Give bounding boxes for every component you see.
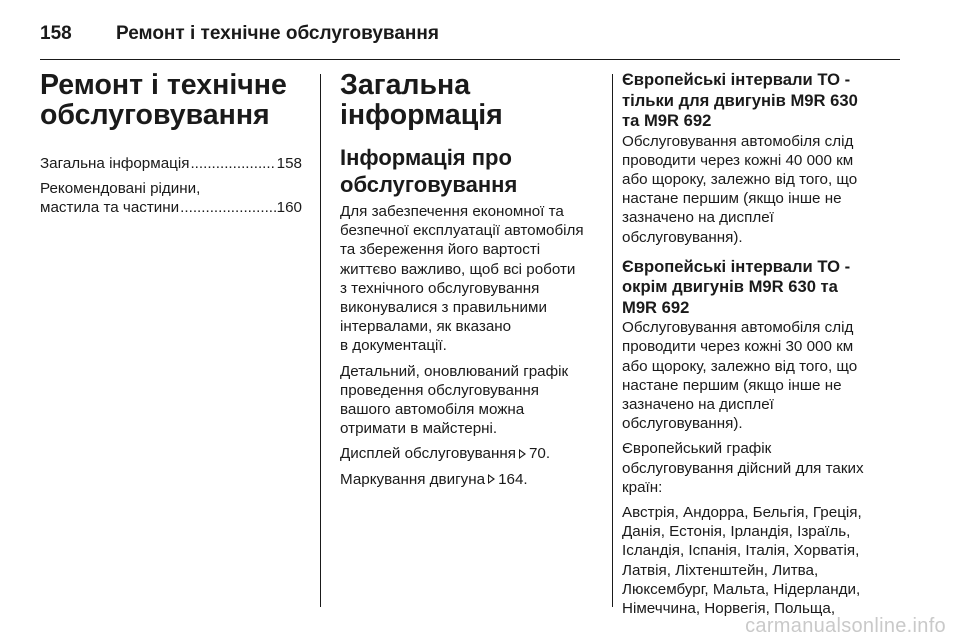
text-line: в документації. — [340, 337, 447, 355]
heading-line: тільки для двигунів M9R 630 — [622, 90, 858, 110]
subsection-title-line: Інформація про — [340, 145, 512, 170]
toc-entry[interactable] — [40, 179, 302, 217]
cross-reference-service-display[interactable] — [340, 444, 602, 463]
toc-entry-page: 160 — [276, 199, 302, 217]
cross-reference-label: Маркування двигуна — [340, 470, 486, 488]
toc-entry[interactable] — [40, 154, 302, 173]
text-line: Люксембург, Мальта, Нідерланди, — [622, 580, 861, 598]
text-line: проводити через кожні 30 000 км — [622, 338, 854, 356]
text-line: або щороку, залежно від того, що — [622, 357, 858, 375]
column-divider-1 — [320, 74, 321, 607]
text-line: вашого автомобіля можна — [340, 401, 525, 419]
paragraph-interval-40000 — [622, 132, 902, 247]
paragraph-country-list — [622, 503, 902, 618]
running-title: Ремонт і технічне обслуговування — [116, 23, 439, 44]
paragraph-schedule — [340, 362, 602, 439]
chapter-title-line: обслуговування — [40, 99, 270, 131]
toc-entry-label: Загальна інформація — [40, 155, 190, 172]
text-line: обслуговування дійсний для таких — [622, 459, 864, 477]
text-line: та збереження його вартості — [340, 241, 541, 259]
heading-line: Європейські інтервали ТО - — [622, 256, 851, 276]
page-number: 158 — [40, 23, 72, 44]
toc-entry-label: мастила та частини — [40, 199, 180, 217]
cross-reference-engine-marking[interactable] — [340, 470, 602, 489]
text-line: країн: — [622, 478, 663, 496]
column-divider-2 — [612, 74, 613, 607]
text-line: отримати в майстерні. — [340, 420, 498, 438]
text-line: Ісландія, Іспанія, Італія, Хорватія, — [622, 542, 860, 560]
text-line: настане першим (якщо інше не — [622, 190, 842, 208]
page-header — [40, 16, 900, 56]
site-watermark: carmanualsonline.info — [745, 615, 946, 637]
text-line: інтервалами, як вказано — [340, 318, 512, 336]
text-line: зазначено на дисплеї — [622, 396, 774, 414]
text-line: життєво важливо, щоб всі роботи — [340, 260, 576, 278]
text-line: Обслуговування автомобіля слід — [622, 319, 854, 337]
heading-line: Європейські інтервали ТО - — [622, 70, 851, 89]
text-line: Для забезпечення економної та — [340, 203, 564, 220]
toc-leader — [180, 198, 275, 217]
text-line: зазначено на дисплеї — [622, 209, 774, 227]
text-line: Обслуговування автомобіля слід — [622, 132, 854, 150]
text-line: або щороку, залежно від того, що — [622, 170, 858, 188]
chapter-title-line: Ремонт і технічне — [40, 69, 287, 101]
chapter-column — [40, 70, 302, 224]
text-line: обслуговування). — [622, 228, 743, 246]
intervals-heading-other — [622, 257, 902, 319]
subsection-title-line: обслуговування — [340, 172, 518, 197]
text-line: Європейський графік — [622, 440, 772, 458]
text-line: проведення обслуговування — [340, 381, 540, 399]
toc-entry-page: 158 — [276, 155, 302, 172]
text-line: Австрія, Андорра, Бельгія, Греція, — [622, 504, 862, 522]
cross-reference-page: 164. — [498, 470, 528, 488]
page-reference-arrow-icon — [519, 449, 526, 459]
heading-line: та M9R 692 — [622, 111, 712, 130]
toc-entry-label: Рекомендовані рідини, — [40, 180, 201, 198]
chapter-title — [40, 70, 302, 130]
header-rule — [40, 59, 900, 60]
text-line: Данія, Естонія, Ірландія, Ізраїль, — [622, 523, 851, 541]
intervals-column — [622, 70, 902, 624]
paragraph-interval-30000 — [622, 318, 902, 433]
subsection-title — [340, 144, 602, 198]
text-line: безпечної експлуатації автомобіля — [340, 222, 584, 240]
text-line: Латвія, Ліхтенштейн, Литва, — [622, 561, 819, 579]
text-line: проводити через кожні 40 000 км — [622, 151, 854, 169]
text-line: Детальний, оновлюваний графік — [340, 362, 569, 380]
text-line: Німеччина, Норвегія, Польща, — [622, 600, 836, 618]
general-info-column — [340, 70, 602, 495]
paragraph-european-schedule — [622, 439, 902, 497]
intervals-heading-m9r — [622, 70, 902, 132]
toc-leader — [190, 154, 275, 173]
text-line: обслуговування). — [622, 415, 743, 433]
section-title: Загальна інформація — [340, 69, 503, 131]
text-line: з технічного обслуговування — [340, 279, 540, 297]
heading-line: окрім двигунів M9R 630 та — [622, 277, 838, 297]
text-line: виконувалися з правильними — [340, 299, 547, 317]
page-reference-arrow-icon — [488, 474, 495, 484]
cross-reference-page: 70. — [528, 445, 551, 463]
text-line: настане першим (якщо інше не — [622, 376, 842, 394]
cross-reference-label: Дисплей обслуговування — [340, 445, 516, 463]
paragraph-intro — [340, 202, 602, 356]
heading-line: M9R 692 — [622, 297, 690, 317]
